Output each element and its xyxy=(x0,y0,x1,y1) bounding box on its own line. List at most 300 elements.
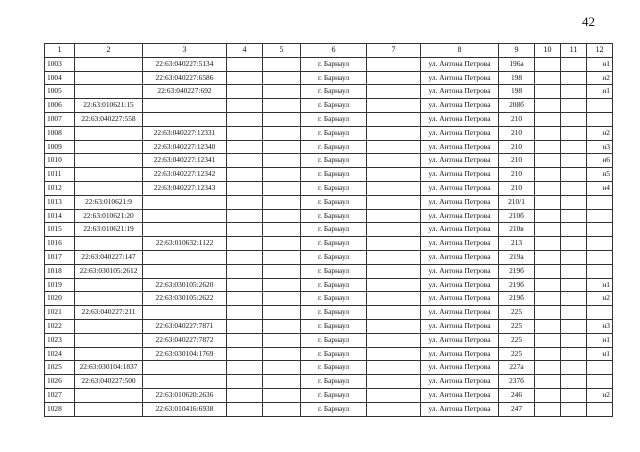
street-cell: ул. Антона Петрова xyxy=(421,402,499,416)
city-cell: г. Барнаул xyxy=(301,292,367,306)
table-row xyxy=(45,57,613,71)
empty-cell xyxy=(561,278,587,292)
empty-cell xyxy=(535,250,561,264)
table-row xyxy=(45,264,613,278)
city-cell: г. Барнаул xyxy=(301,237,367,251)
street-cell: ул. Антона Петрова xyxy=(421,112,499,126)
empty-cell xyxy=(535,99,561,113)
premises-number-cell xyxy=(587,209,613,223)
premises-number-cell xyxy=(587,112,613,126)
house-number-cell: 225 xyxy=(499,333,535,347)
house-number-cell: 247 xyxy=(499,402,535,416)
empty-cell xyxy=(561,388,587,402)
premises-cadastral-cell: 22:63:040227:12343 xyxy=(143,181,227,195)
street-cell: ул. Антона Петрова xyxy=(421,237,499,251)
premises-cadastral-cell: 22:63:040227:12331 xyxy=(143,126,227,140)
table-row xyxy=(45,388,613,402)
row-number-cell: 1006 xyxy=(45,99,75,113)
empty-cell xyxy=(561,319,587,333)
city-cell: г. Барнаул xyxy=(301,278,367,292)
column-header-3: 3 xyxy=(143,44,227,58)
table-row xyxy=(45,209,613,223)
land-cadastral-cell xyxy=(75,347,143,361)
row-number-cell: 1016 xyxy=(45,237,75,251)
premises-cadastral-cell: 22:63:040227:12341 xyxy=(143,154,227,168)
row-number-cell: 1004 xyxy=(45,71,75,85)
street-cell: ул. Антона Петрова xyxy=(421,333,499,347)
empty-cell xyxy=(561,375,587,389)
empty-cell xyxy=(561,71,587,85)
empty-cell xyxy=(227,126,263,140)
empty-cell xyxy=(535,223,561,237)
empty-cell xyxy=(367,181,421,195)
empty-cell xyxy=(367,223,421,237)
street-cell: ул. Антона Петрова xyxy=(421,292,499,306)
empty-cell xyxy=(367,126,421,140)
empty-cell xyxy=(367,375,421,389)
empty-cell xyxy=(535,181,561,195)
empty-cell xyxy=(535,237,561,251)
empty-cell xyxy=(561,250,587,264)
city-cell: г. Барнаул xyxy=(301,402,367,416)
table-row xyxy=(45,237,613,251)
city-cell: г. Барнаул xyxy=(301,181,367,195)
empty-cell xyxy=(227,375,263,389)
land-cadastral-cell: 22:63:010621:9 xyxy=(75,195,143,209)
empty-cell xyxy=(367,237,421,251)
empty-cell xyxy=(535,319,561,333)
empty-cell xyxy=(227,209,263,223)
empty-cell xyxy=(367,250,421,264)
land-cadastral-cell xyxy=(75,154,143,168)
empty-cell xyxy=(535,154,561,168)
row-number-cell: 1020 xyxy=(45,292,75,306)
land-cadastral-cell: 22:63:010621:15 xyxy=(75,99,143,113)
empty-cell xyxy=(561,85,587,99)
premises-number-cell: н6 xyxy=(587,154,613,168)
city-cell: г. Барнаул xyxy=(301,140,367,154)
empty-cell xyxy=(367,388,421,402)
register-table xyxy=(44,43,613,417)
land-cadastral-cell xyxy=(75,402,143,416)
empty-cell xyxy=(561,126,587,140)
house-number-cell: 219б xyxy=(499,264,535,278)
column-header-5: 5 xyxy=(263,44,301,58)
row-number-cell: 1007 xyxy=(45,112,75,126)
premises-cadastral-cell: 22:63:030105:2620 xyxy=(143,278,227,292)
street-cell: ул. Антона Петрова xyxy=(421,250,499,264)
empty-cell xyxy=(227,57,263,71)
column-header-8: 8 xyxy=(421,44,499,58)
row-number-cell: 1028 xyxy=(45,402,75,416)
empty-cell xyxy=(227,85,263,99)
row-number-cell: 1009 xyxy=(45,140,75,154)
premises-number-cell: н1 xyxy=(587,333,613,347)
empty-cell xyxy=(561,361,587,375)
empty-cell xyxy=(263,250,301,264)
empty-cell xyxy=(263,181,301,195)
empty-cell xyxy=(263,333,301,347)
empty-cell xyxy=(227,195,263,209)
empty-cell xyxy=(263,85,301,99)
city-cell: г. Барнаул xyxy=(301,250,367,264)
table-row xyxy=(45,319,613,333)
table-row xyxy=(45,278,613,292)
column-header-1: 1 xyxy=(45,44,75,58)
table-row xyxy=(45,347,613,361)
land-cadastral-cell xyxy=(75,140,143,154)
city-cell: г. Барнаул xyxy=(301,264,367,278)
premises-number-cell: н3 xyxy=(587,319,613,333)
premises-cadastral-cell xyxy=(143,223,227,237)
land-cadastral-cell xyxy=(75,168,143,182)
city-cell: г. Барнаул xyxy=(301,361,367,375)
row-number-cell: 1021 xyxy=(45,306,75,320)
city-cell: г. Барнаул xyxy=(301,306,367,320)
empty-cell xyxy=(227,361,263,375)
table-row xyxy=(45,85,613,99)
column-header-12: 12 xyxy=(587,44,613,58)
empty-cell xyxy=(535,375,561,389)
premises-number-cell xyxy=(587,306,613,320)
empty-cell xyxy=(561,237,587,251)
table-row xyxy=(45,250,613,264)
house-number-cell: 210 xyxy=(499,168,535,182)
empty-cell xyxy=(227,250,263,264)
empty-cell xyxy=(367,361,421,375)
empty-cell xyxy=(367,85,421,99)
city-cell: г. Барнаул xyxy=(301,333,367,347)
row-number-cell: 1005 xyxy=(45,85,75,99)
premises-number-cell xyxy=(587,195,613,209)
empty-cell xyxy=(227,71,263,85)
row-number-cell: 1008 xyxy=(45,126,75,140)
empty-cell xyxy=(263,195,301,209)
empty-cell xyxy=(263,126,301,140)
empty-cell xyxy=(367,209,421,223)
premises-number-cell: н5 xyxy=(587,168,613,182)
empty-cell xyxy=(367,319,421,333)
city-cell: г. Барнаул xyxy=(301,209,367,223)
empty-cell xyxy=(535,278,561,292)
empty-cell xyxy=(367,264,421,278)
street-cell: ул. Антона Петрова xyxy=(421,99,499,113)
empty-cell xyxy=(263,168,301,182)
row-number-cell: 1010 xyxy=(45,154,75,168)
street-cell: ул. Антона Петрова xyxy=(421,223,499,237)
city-cell: г. Барнаул xyxy=(301,223,367,237)
row-number-cell: 1003 xyxy=(45,57,75,71)
table-row xyxy=(45,306,613,320)
premises-number-cell: н3 xyxy=(587,140,613,154)
house-number-cell: 237б xyxy=(499,375,535,389)
empty-cell xyxy=(535,140,561,154)
table-row xyxy=(45,223,613,237)
column-header-6: 6 xyxy=(301,44,367,58)
land-cadastral-cell xyxy=(75,126,143,140)
premises-cadastral-cell: 22:63:040227:7871 xyxy=(143,319,227,333)
row-number-cell: 1012 xyxy=(45,181,75,195)
empty-cell xyxy=(561,333,587,347)
premises-number-cell: н2 xyxy=(587,71,613,85)
premises-number-cell: н1 xyxy=(587,57,613,71)
empty-cell xyxy=(561,223,587,237)
table-row xyxy=(45,71,613,85)
street-cell: ул. Антона Петрова xyxy=(421,140,499,154)
land-cadastral-cell: 22:63:040227:211 xyxy=(75,306,143,320)
house-number-cell: 213 xyxy=(499,237,535,251)
house-number-cell: 210 xyxy=(499,140,535,154)
empty-cell xyxy=(227,112,263,126)
empty-cell xyxy=(535,85,561,99)
empty-cell xyxy=(227,306,263,320)
house-number-cell: 210в xyxy=(499,223,535,237)
empty-cell xyxy=(367,71,421,85)
premises-number-cell xyxy=(587,237,613,251)
premises-cadastral-cell: 22:63:030105:2622 xyxy=(143,292,227,306)
row-number-cell: 1026 xyxy=(45,375,75,389)
table-header-row xyxy=(45,44,613,58)
house-number-cell: 225 xyxy=(499,306,535,320)
premises-cadastral-cell xyxy=(143,361,227,375)
house-number-cell: 227а xyxy=(499,361,535,375)
premises-cadastral-cell xyxy=(143,99,227,113)
premises-number-cell: н1 xyxy=(587,347,613,361)
city-cell: г. Барнаул xyxy=(301,319,367,333)
empty-cell xyxy=(367,195,421,209)
land-cadastral-cell: 22:63:030105:2612 xyxy=(75,264,143,278)
empty-cell xyxy=(535,402,561,416)
premises-number-cell: н2 xyxy=(587,292,613,306)
column-header-9: 9 xyxy=(499,44,535,58)
premises-cadastral-cell: 22:63:040227:6586 xyxy=(143,71,227,85)
empty-cell xyxy=(263,99,301,113)
street-cell: ул. Антона Петрова xyxy=(421,306,499,320)
premises-number-cell xyxy=(587,361,613,375)
premises-cadastral-cell: 22:63:040227:692 xyxy=(143,85,227,99)
land-cadastral-cell xyxy=(75,85,143,99)
premises-number-cell: н1 xyxy=(587,85,613,99)
street-cell: ул. Антона Петрова xyxy=(421,126,499,140)
premises-cadastral-cell: 22:63:010632:1122 xyxy=(143,237,227,251)
empty-cell xyxy=(367,278,421,292)
street-cell: ул. Антона Петрова xyxy=(421,57,499,71)
land-cadastral-cell xyxy=(75,292,143,306)
street-cell: ул. Антона Петрова xyxy=(421,361,499,375)
table-row xyxy=(45,168,613,182)
empty-cell xyxy=(561,264,587,278)
premises-cadastral-cell: 22:63:040227:12342 xyxy=(143,168,227,182)
city-cell: г. Барнаул xyxy=(301,195,367,209)
table-row xyxy=(45,181,613,195)
city-cell: г. Барнаул xyxy=(301,154,367,168)
empty-cell xyxy=(263,223,301,237)
street-cell: ул. Антона Петрова xyxy=(421,388,499,402)
house-number-cell: 210 xyxy=(499,112,535,126)
column-header-4: 4 xyxy=(227,44,263,58)
table-row xyxy=(45,126,613,140)
street-cell: ул. Антона Петрова xyxy=(421,85,499,99)
empty-cell xyxy=(535,347,561,361)
premises-number-cell: н2 xyxy=(587,126,613,140)
house-number-cell: 210 xyxy=(499,154,535,168)
city-cell: г. Барнаул xyxy=(301,99,367,113)
city-cell: г. Барнаул xyxy=(301,375,367,389)
empty-cell xyxy=(561,140,587,154)
premises-number-cell xyxy=(587,375,613,389)
land-cadastral-cell: 22:63:040227:558 xyxy=(75,112,143,126)
empty-cell xyxy=(227,278,263,292)
street-cell: ул. Антона Петрова xyxy=(421,375,499,389)
row-number-cell: 1027 xyxy=(45,388,75,402)
table-row xyxy=(45,361,613,375)
table-row xyxy=(45,112,613,126)
premises-cadastral-cell xyxy=(143,306,227,320)
empty-cell xyxy=(535,333,561,347)
premises-number-cell: н4 xyxy=(587,181,613,195)
house-number-cell: 198 xyxy=(499,71,535,85)
row-number-cell: 1024 xyxy=(45,347,75,361)
empty-cell xyxy=(561,112,587,126)
empty-cell xyxy=(367,154,421,168)
column-header-7: 7 xyxy=(367,44,421,58)
table-row xyxy=(45,292,613,306)
empty-cell xyxy=(535,195,561,209)
street-cell: ул. Антона Петрова xyxy=(421,168,499,182)
house-number-cell: 198 xyxy=(499,85,535,99)
empty-cell xyxy=(227,333,263,347)
premises-cadastral-cell: 22:63:030104:1769 xyxy=(143,347,227,361)
land-cadastral-cell xyxy=(75,237,143,251)
row-number-cell: 1018 xyxy=(45,264,75,278)
empty-cell xyxy=(367,112,421,126)
premises-cadastral-cell xyxy=(143,209,227,223)
premises-number-cell xyxy=(587,264,613,278)
premises-number-cell xyxy=(587,402,613,416)
street-cell: ул. Антона Петрова xyxy=(421,154,499,168)
land-cadastral-cell: 22:63:030104:1837 xyxy=(75,361,143,375)
table-row xyxy=(45,333,613,347)
premises-number-cell xyxy=(587,99,613,113)
table-row xyxy=(45,99,613,113)
house-number-cell: 246 xyxy=(499,388,535,402)
land-cadastral-cell xyxy=(75,278,143,292)
land-cadastral-cell xyxy=(75,319,143,333)
empty-cell xyxy=(263,388,301,402)
empty-cell xyxy=(561,292,587,306)
column-header-10: 10 xyxy=(535,44,561,58)
empty-cell xyxy=(227,181,263,195)
premises-cadastral-cell xyxy=(143,112,227,126)
street-cell: ул. Антона Петрова xyxy=(421,195,499,209)
land-cadastral-cell xyxy=(75,388,143,402)
empty-cell xyxy=(561,209,587,223)
empty-cell xyxy=(367,333,421,347)
land-cadastral-cell xyxy=(75,333,143,347)
column-header-11: 11 xyxy=(561,44,587,58)
house-number-cell: 219б xyxy=(499,278,535,292)
empty-cell xyxy=(367,99,421,113)
city-cell: г. Барнаул xyxy=(301,71,367,85)
empty-cell xyxy=(263,140,301,154)
empty-cell xyxy=(263,402,301,416)
empty-cell xyxy=(535,57,561,71)
row-number-cell: 1019 xyxy=(45,278,75,292)
street-cell: ул. Антона Петрова xyxy=(421,319,499,333)
empty-cell xyxy=(263,237,301,251)
empty-cell xyxy=(367,168,421,182)
row-number-cell: 1025 xyxy=(45,361,75,375)
empty-cell xyxy=(535,168,561,182)
page-number: 42 xyxy=(582,14,595,29)
empty-cell xyxy=(561,181,587,195)
table-row xyxy=(45,402,613,416)
house-number-cell: 210 xyxy=(499,126,535,140)
premises-cadastral-cell xyxy=(143,264,227,278)
empty-cell xyxy=(263,264,301,278)
empty-cell xyxy=(561,402,587,416)
empty-cell xyxy=(535,264,561,278)
row-number-cell: 1011 xyxy=(45,168,75,182)
house-number-cell: 196а xyxy=(499,57,535,71)
empty-cell xyxy=(263,347,301,361)
row-number-cell: 1013 xyxy=(45,195,75,209)
empty-cell xyxy=(561,57,587,71)
premises-number-cell xyxy=(587,223,613,237)
city-cell: г. Барнаул xyxy=(301,57,367,71)
premises-cadastral-cell: 22:63:040227:12340 xyxy=(143,140,227,154)
street-cell: ул. Антона Петрова xyxy=(421,71,499,85)
city-cell: г. Барнаул xyxy=(301,347,367,361)
premises-cadastral-cell xyxy=(143,250,227,264)
empty-cell xyxy=(561,99,587,113)
table-body xyxy=(45,57,613,416)
land-cadastral-cell: 22:63:010621:19 xyxy=(75,223,143,237)
land-cadastral-cell xyxy=(75,57,143,71)
empty-cell xyxy=(263,112,301,126)
empty-cell xyxy=(367,140,421,154)
table-row xyxy=(45,154,613,168)
house-number-cell: 210/1 xyxy=(499,195,535,209)
row-number-cell: 1014 xyxy=(45,209,75,223)
premises-number-cell: н1 xyxy=(587,278,613,292)
empty-cell xyxy=(227,264,263,278)
empty-cell xyxy=(227,292,263,306)
row-number-cell: 1015 xyxy=(45,223,75,237)
empty-cell xyxy=(227,402,263,416)
empty-cell xyxy=(227,140,263,154)
empty-cell xyxy=(227,154,263,168)
column-header-2: 2 xyxy=(75,44,143,58)
empty-cell xyxy=(561,347,587,361)
empty-cell xyxy=(263,319,301,333)
land-cadastral-cell xyxy=(75,181,143,195)
city-cell: г. Барнаул xyxy=(301,112,367,126)
empty-cell xyxy=(227,347,263,361)
empty-cell xyxy=(535,388,561,402)
house-number-cell: 210б xyxy=(499,209,535,223)
premises-cadastral-cell: 22:63:010416:6938 xyxy=(143,402,227,416)
house-number-cell: 225 xyxy=(499,347,535,361)
empty-cell xyxy=(263,278,301,292)
land-cadastral-cell: 22:63:010621:20 xyxy=(75,209,143,223)
empty-cell xyxy=(227,237,263,251)
empty-cell xyxy=(535,292,561,306)
street-cell: ул. Антона Петрова xyxy=(421,347,499,361)
land-cadastral-cell: 22:63:040227:500 xyxy=(75,375,143,389)
city-cell: г. Барнаул xyxy=(301,126,367,140)
table-row xyxy=(45,195,613,209)
